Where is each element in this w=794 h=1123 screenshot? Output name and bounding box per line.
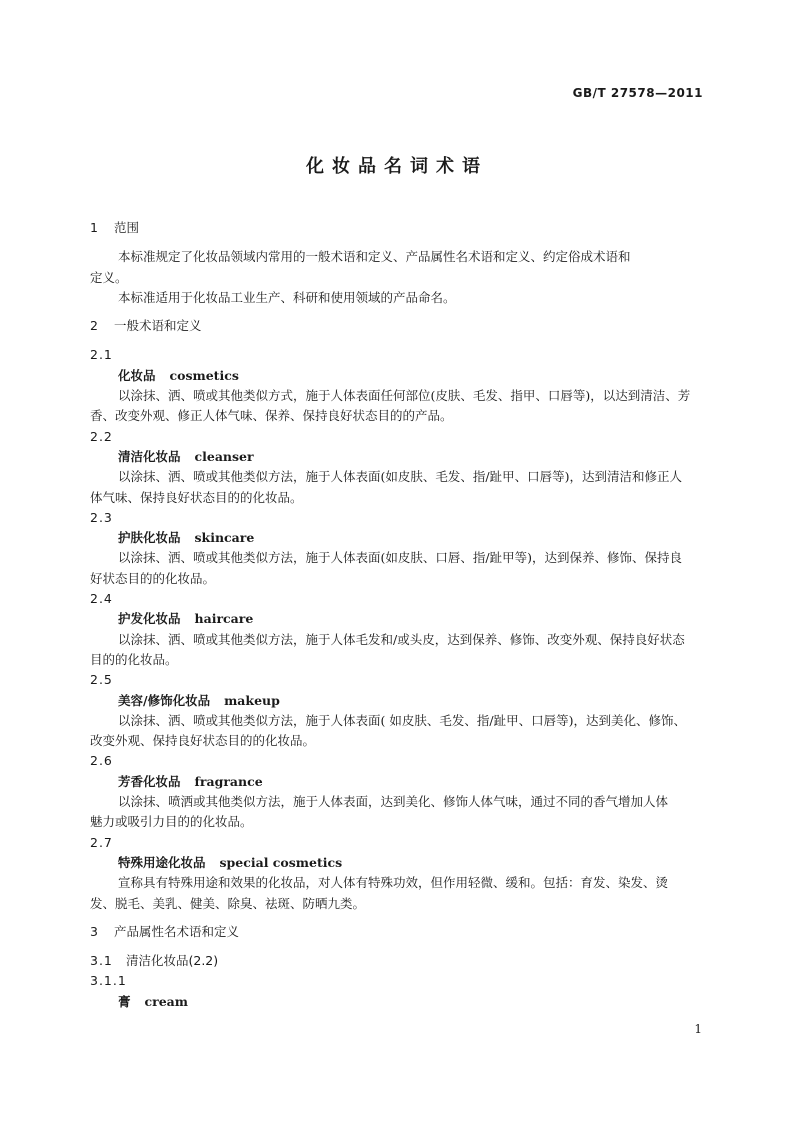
term-number: 2.4 <box>90 591 113 607</box>
term-name-cn: 清洁化妆品 <box>118 448 181 464</box>
term-entry-2-3 <box>90 508 704 589</box>
term-name-en: haircare <box>194 611 254 627</box>
term-name-cn: 膏 <box>118 993 131 1009</box>
section-2-heading <box>90 316 704 336</box>
term-name-en: makeup <box>224 692 280 708</box>
term-entry-2-5 <box>90 670 704 751</box>
section-title: 范围 <box>114 220 140 235</box>
term-entry-2-1 <box>90 345 704 426</box>
term-number: 2.7 <box>90 834 113 850</box>
term-name-en: fragrance <box>194 773 263 789</box>
scope-paragraph-2: 本标准适用于化妆品工业生产、科研和使用领域的产品命名。 <box>118 289 456 305</box>
term-entry-2-4 <box>90 589 704 670</box>
term-name <box>90 992 704 1012</box>
term-name <box>90 366 704 386</box>
term-name-en: cleanser <box>194 448 254 464</box>
term-name-en: cosmetics <box>169 367 239 383</box>
section-number: 1 <box>90 220 98 235</box>
term-name <box>90 691 704 711</box>
standard-code: GB/T 27578—2011 <box>572 86 703 100</box>
term-name-cn: 美容/修饰化妆品 <box>118 692 211 708</box>
term-number: 3.1.1 <box>90 973 127 989</box>
term-name-cn: 护肤化妆品 <box>118 530 181 546</box>
term-name <box>90 772 704 792</box>
term-name-cn: 护发化妆品 <box>118 611 181 627</box>
term-definition-line-1: 以涂抹、喷洒或其他类似方法，施于人体表面，达到美化、修饰人体气味，通过不同的香气增加人体 <box>118 794 669 810</box>
document-body <box>90 218 704 1012</box>
term-definition-line-1: 以涂抹、洒、喷或其他类似方法，施于人体表面( 如皮肤、毛发、指/趾甲、口唇等)，达到美化、修饰、 <box>118 712 686 728</box>
term-entry-2-2 <box>90 427 704 508</box>
term-definition-line-2: 香、改变外观、修正人体气味、保养、保持良好状态目的的产品。 <box>90 408 453 424</box>
term-number: 2.5 <box>90 672 113 688</box>
term-number: 2.6 <box>90 753 113 769</box>
term-number: 2.2 <box>90 428 113 444</box>
term-entry-2-6 <box>90 751 704 832</box>
subsection-3-1-heading <box>90 951 704 971</box>
subsection-title: 清洁化妆品(2.2) <box>126 953 219 969</box>
term-name-en: skincare <box>194 530 255 546</box>
page-number: 1 <box>694 1022 702 1036</box>
subsection-number: 3.1 <box>90 953 113 969</box>
term-number: 2.1 <box>90 347 113 363</box>
term-name-en: cream <box>144 993 188 1009</box>
term-definition-line-1: 以涂抹、洒、喷或其他类似方法，施于人体毛发和/或头皮，达到保养、修饰、改变外观、保持良好状态 <box>118 631 685 647</box>
term-definition-line-2: 好状态目的的化妆品。 <box>90 570 216 586</box>
section-title: 产品属性名术语和定义 <box>114 923 240 939</box>
term-name-cn: 化妆品 <box>118 367 156 383</box>
term-name <box>90 609 704 629</box>
term-definition-line-2: 发、脱毛、美乳、健美、除臭、祛斑、防晒九类。 <box>90 895 366 911</box>
term-definition-line-1: 以涂抹、洒、喷或其他类似方法，施于人体表面(如皮肤、毛发、指/趾甲、口唇等)，达到清洁和修正人 <box>118 469 682 485</box>
term-name <box>90 447 704 467</box>
term-name-cn: 特殊用途化妆品 <box>118 854 206 870</box>
term-name-cn: 芳香化妆品 <box>118 773 181 789</box>
term-definition-line-2: 改变外观、保持良好状态目的的化妆品。 <box>90 733 316 749</box>
term-definition-line-2: 体气味、保持良好状态目的的化妆品。 <box>90 489 303 505</box>
term-definition-line-2: 目的的化妆品。 <box>90 651 178 667</box>
term-number: 2.3 <box>90 509 113 525</box>
term-definition-line-1: 以涂抹、洒、喷或其他类似方法，施于人体表面(如皮肤、口唇、指/趾甲等)，达到保养、修饰、保持良 <box>118 550 682 566</box>
term-definition-line-1: 以涂抹、洒、喷或其他类似方式，施于人体表面任何部位(皮肤、毛发、指甲、口唇等)，以达到清洁、芳 <box>118 388 691 404</box>
section-title: 一般术语和定义 <box>114 318 202 334</box>
scope-paragraph-1-line-1: 本标准规定了化妆品领域内常用的一般术语和定义、产品属性名术语和定义、约定俗成术语和 <box>118 249 631 265</box>
section-3-heading <box>90 922 704 942</box>
term-name-en: special cosmetics <box>219 854 343 870</box>
scope-paragraph-1-line-2: 定义。 <box>90 269 128 285</box>
term-name <box>90 853 704 873</box>
section-number: 2 <box>90 318 98 334</box>
document-title: 化妆品名词术语 <box>306 156 488 177</box>
section-1-heading <box>90 218 704 238</box>
term-entry-2-7 <box>90 833 704 914</box>
term-definition-line-2: 魅力或吸引力目的的化妆品。 <box>90 814 253 830</box>
scope-paragraph-1 <box>90 247 704 288</box>
section-number: 3 <box>90 923 98 939</box>
term-name <box>90 528 704 548</box>
term-definition-line-1: 宣称具有特殊用途和效果的化妆品，对人体有特殊功效，但作用轻微、缓和。包括：育发、染发、烫 <box>118 875 669 891</box>
